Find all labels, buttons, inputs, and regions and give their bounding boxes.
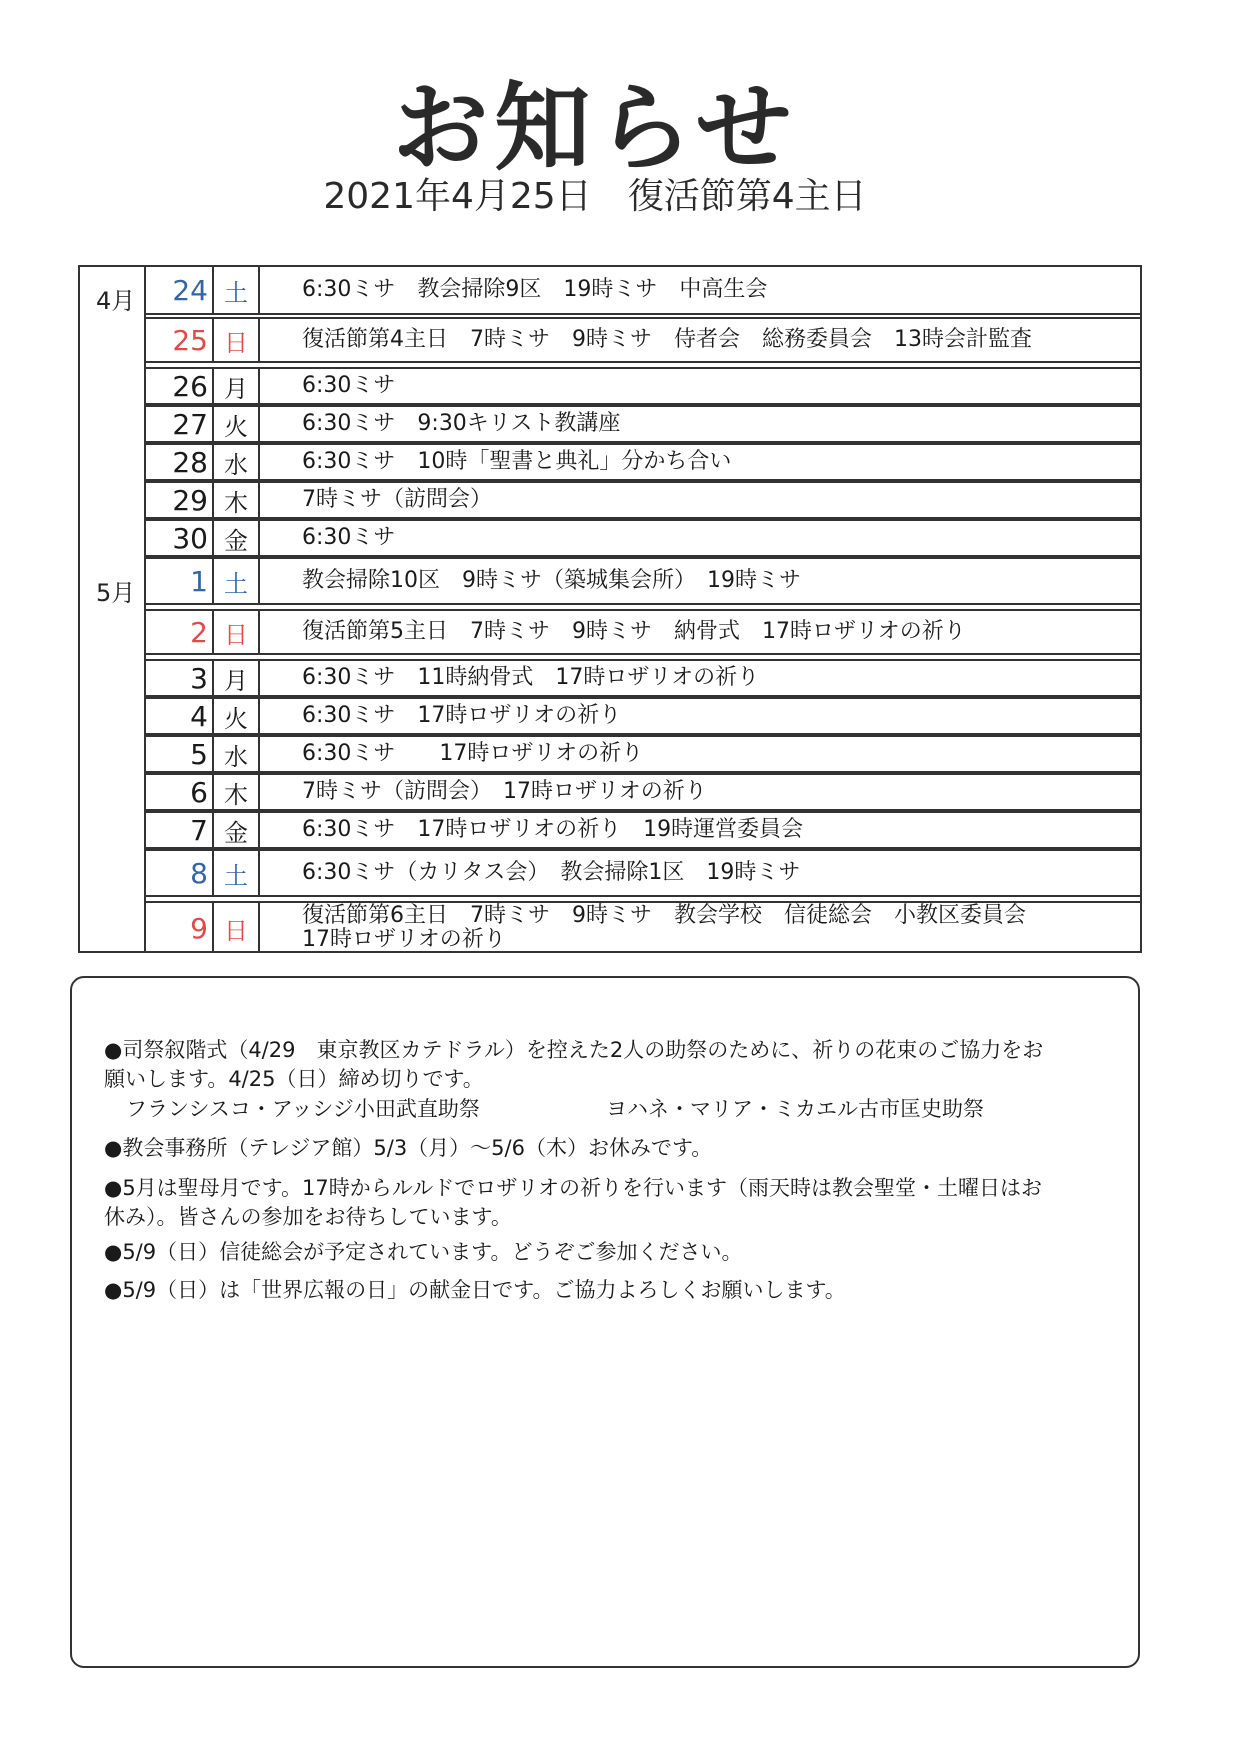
weekday: 月 xyxy=(212,369,260,403)
weekday: 日 xyxy=(212,903,260,953)
day-number: 30 xyxy=(172,521,208,555)
schedule-row xyxy=(146,267,1140,315)
weekday: 水 xyxy=(212,445,260,479)
schedule-row xyxy=(146,519,1140,557)
day-number: 5 xyxy=(190,737,208,771)
day-number: 25 xyxy=(172,323,208,357)
day-number: 29 xyxy=(172,483,208,517)
page-subtitle: 2021年4月25日 復活節第4主日 xyxy=(323,176,867,217)
weekday: 土 xyxy=(212,267,260,313)
deacon-name: フランシスコ・アッシジ小田武直助祭 xyxy=(126,1097,480,1121)
events-text: 6:30ミサ 17時ロザリオの祈り xyxy=(302,703,622,728)
day-number: 1 xyxy=(190,564,208,598)
events-text: 復活節第4主日 7時ミサ 9時ミサ 侍者会 総務委員会 13時会計監査 xyxy=(302,327,1032,352)
weekday: 日 xyxy=(212,611,260,653)
page-title: お知らせ xyxy=(392,72,798,184)
schedule-row xyxy=(146,443,1140,481)
schedule-row xyxy=(146,811,1140,849)
weekday: 水 xyxy=(212,737,260,771)
weekday: 木 xyxy=(212,775,260,809)
day-number: 26 xyxy=(172,369,208,403)
notice-box xyxy=(70,976,1140,1668)
weekday: 金 xyxy=(212,521,260,555)
schedule-row xyxy=(146,317,1140,363)
month-label-may: 5月 xyxy=(96,579,136,607)
schedule-row xyxy=(146,773,1140,811)
day-number: 27 xyxy=(172,407,208,441)
day-number: 3 xyxy=(190,661,208,695)
day-number: 2 xyxy=(190,615,208,649)
day-number: 9 xyxy=(190,911,208,945)
weekday: 火 xyxy=(212,699,260,733)
events-text: 復活節第6主日 7時ミサ 9時ミサ 教会学校 信徒総会 小教区委員会 17時ロザリオの祈り xyxy=(302,903,1026,952)
schedule-row xyxy=(146,367,1140,405)
day-number: 8 xyxy=(190,856,208,890)
weekday: 木 xyxy=(212,483,260,517)
notice-rosary: ●5月は聖母月です。17時からルルドでロザリオの祈りを行います（雨天時は教会聖堂・土曜日はお 休み）。皆さんの参加をお待ちしています。 xyxy=(104,1176,1042,1229)
events-text: 7時ミサ（訪問会） 17時ロザリオの祈り xyxy=(302,779,707,804)
schedule-row xyxy=(146,735,1140,773)
events-text: 6:30ミサ 17時ロザリオの祈り xyxy=(302,741,644,766)
events-text: 6:30ミサ xyxy=(302,525,396,550)
events-text: 6:30ミサ 17時ロザリオの祈り 19時運営委員会 xyxy=(302,817,804,842)
events-text: 6:30ミサ（カリタス会） 教会掃除1区 19時ミサ xyxy=(302,860,801,885)
weekday: 火 xyxy=(212,407,260,441)
notice-ordination: ●司祭叙階式（4/29 東京教区カテドラル）を控えた2人の助祭のために、祈りの花束のご協力をお 願いします。4/25（日）締め切りです。 xyxy=(104,1038,1044,1091)
schedule-row xyxy=(146,405,1140,443)
schedule-row xyxy=(146,609,1140,655)
schedule-row xyxy=(146,849,1140,897)
day-number: 28 xyxy=(172,445,208,479)
weekday: 月 xyxy=(212,661,260,695)
notice-donation: ●5/9（日）は「世界広報の日」の献金日です。ご協力よろしくお願いします。 xyxy=(104,1278,846,1302)
day-number: 7 xyxy=(190,813,208,847)
notice-office-closed: ●教会事務所（テレジア館）5/3（月）～5/6（木）お休みです。 xyxy=(104,1136,713,1160)
schedule-row xyxy=(146,557,1140,605)
deacon-name: ヨハネ・マリア・ミカエル古市匡史助祭 xyxy=(606,1097,984,1121)
day-number: 4 xyxy=(190,699,208,733)
day-number: 6 xyxy=(190,775,208,809)
schedule-row xyxy=(146,659,1140,697)
day-number: 24 xyxy=(172,273,208,307)
schedule-row xyxy=(146,697,1140,735)
schedule-table xyxy=(78,265,1142,953)
weekday: 金 xyxy=(212,813,260,847)
events-text: 復活節第5主日 7時ミサ 9時ミサ 納骨式 17時ロザリオの祈り xyxy=(302,619,966,644)
schedule-row xyxy=(146,901,1140,953)
weekday: 土 xyxy=(212,851,260,895)
events-text: 7時ミサ（訪問会） xyxy=(302,487,492,512)
month-label-april: 4月 xyxy=(96,287,136,315)
schedule-row xyxy=(146,481,1140,519)
events-text: 教会掃除10区 9時ミサ（築城集会所） 19時ミサ xyxy=(302,568,801,593)
events-text: 6:30ミサ 9:30キリスト教講座 xyxy=(302,411,621,436)
month-column xyxy=(80,267,146,951)
notice-assembly: ●5/9（日）信徒総会が予定されています。どうぞご参加ください。 xyxy=(104,1240,743,1264)
weekday: 日 xyxy=(212,319,260,361)
events-text: 6:30ミサ xyxy=(302,373,396,398)
events-text: 6:30ミサ 教会掃除9区 19時ミサ 中高生会 xyxy=(302,277,768,302)
weekday: 土 xyxy=(212,559,260,603)
events-text: 6:30ミサ 10時「聖書と典礼」分かち合い xyxy=(302,449,732,474)
events-text: 6:30ミサ 11時納骨式 17時ロザリオの祈り xyxy=(302,665,760,690)
